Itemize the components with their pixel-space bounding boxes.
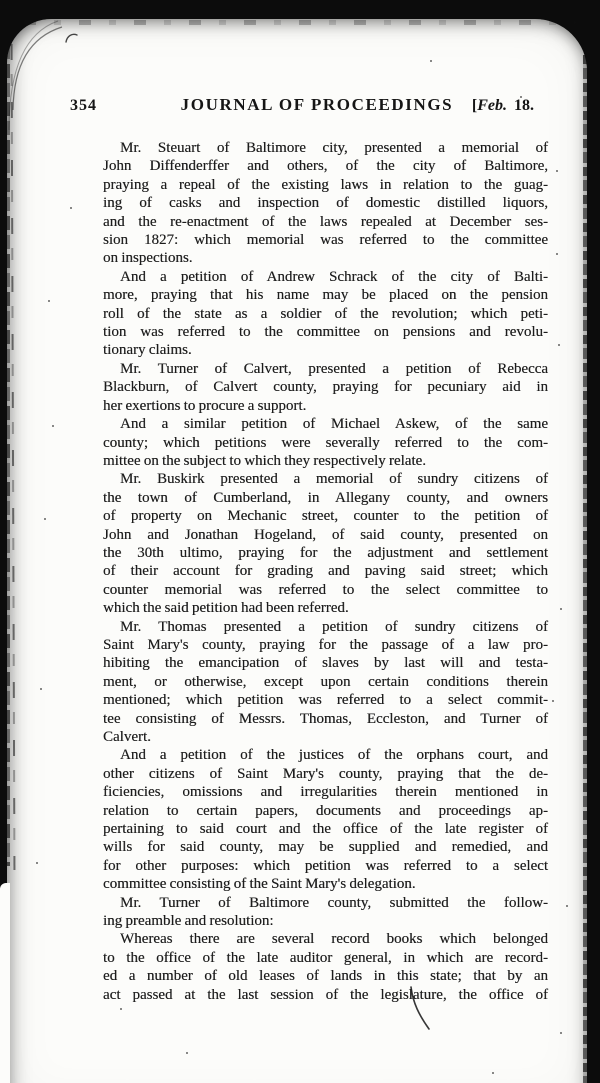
text-line: county; which petitions were severally referred to the com- (103, 434, 548, 451)
date-month: Feb. (477, 97, 507, 114)
torn-top-edge (24, 20, 576, 25)
text-line: Saint Mary's county, praying for the passage of a law pro- (103, 636, 548, 653)
text-line: Mr. Turner of Calvert, presented a petition of Rebecca (120, 360, 548, 377)
text-line: which the said petition had been referred. (103, 600, 349, 617)
text-line: John Diffenderffer and others, of the city of Baltimore, (103, 158, 548, 175)
paragraph (103, 139, 548, 268)
bottom-left-paper-edge (0, 883, 10, 1083)
text-line: roll of the state as a soldier of the revolution; which peti- (103, 305, 548, 322)
text-line: more, praying that his name may be placed on the pension (103, 287, 548, 304)
text-line: mentioned; which petition was referred to a select commit- (103, 692, 548, 709)
text-line: tionary claims. (103, 342, 192, 359)
paragraph (103, 360, 548, 415)
date-bracket: [ (471, 97, 478, 114)
text-line: Mr. Thomas presented a petition of sundry citizens of (120, 618, 548, 635)
text-line: Blackburn, of Calvert county, praying for pecuniary aid in (103, 379, 548, 396)
text-line: mittee on the subject to which they respectively relate. (103, 452, 426, 469)
scan-speckles (0, 0, 2, 2)
text-line: the 30th ultimo, praying for the adjustment and settlement (103, 544, 548, 561)
text-line: counter memorial was referred to the select committee to (103, 581, 548, 598)
paragraph (103, 746, 548, 893)
text-line: Calvert. (103, 729, 151, 745)
scan-left-edge-noise (4, 26, 10, 866)
text-line: tion was referred to the committee on pensions and revolu- (103, 324, 548, 341)
running-header (70, 95, 548, 116)
paragraph (103, 415, 548, 470)
text-line: act passed at the last session of the legislature, the office of (103, 986, 548, 1003)
text-line: ing of casks and inspection of domestic distilled liquors, (103, 195, 548, 212)
text-line: her exertions to procure a support. (103, 397, 307, 414)
page-number: 354 (70, 97, 97, 114)
text-line: And a petition of the justices of the orphans court, and (120, 747, 548, 764)
paragraph (103, 268, 548, 360)
paragraph (103, 618, 548, 747)
text-line: praying a repeal of the existing laws in relation to the guag- (103, 176, 548, 193)
text-line: And a petition of Andrew Schrack of the city of Balti- (120, 268, 548, 285)
text-line: tee consisting of Messrs. Thomas, Eccleston, and Turner of (103, 710, 548, 727)
scan-right-edge-noise (583, 55, 590, 1083)
date-heading (472, 96, 534, 116)
text-line: Mr. Turner of Baltimore county, submitted the follow- (120, 894, 548, 911)
text-line: wills for said county, may be supplied and remedied, and (103, 839, 548, 856)
page-content (70, 95, 548, 1004)
text-line: other citizens of Saint Mary's county, praying that the de- (103, 765, 548, 782)
text-line: for other purposes: which petition was referred to a select (103, 857, 548, 874)
date-day: 18. (514, 97, 534, 114)
text-line: and the re-enactment of the laws repealed at December ses- (103, 213, 548, 230)
paragraph (103, 930, 548, 1004)
text-line: of property on Mechanic street, counter to the petition of (103, 508, 548, 525)
text-line: And a similar petition of Michael Askew, of the same (120, 416, 548, 433)
journal-title: JOURNAL OF PROCEEDINGS (180, 95, 454, 114)
text-line: sion 1827: which memorial was referred to the committee (103, 232, 548, 249)
text-line: ed a number of old leases of lands in this state; that by an (103, 968, 548, 985)
paragraph (103, 894, 548, 931)
text-line: relation to certain papers, documents and proceedings ap- (103, 802, 548, 819)
text-line: pertaining to said court and the office of the late register of (103, 821, 548, 838)
text-line: ing preamble and resolution: (103, 913, 274, 930)
text-line: on inspections. (103, 250, 193, 267)
text-line: committee consisting of the Saint Mary's delegation. (103, 876, 416, 893)
paragraph (103, 470, 548, 617)
text-line: Mr. Steuart of Baltimore city, presented a memorial of (120, 140, 548, 156)
text-line: of their account for grading and paving said street; which (103, 563, 548, 580)
text-line: hibiting the emancipation of slaves by last will and testa- (103, 655, 548, 672)
text-line: John and Jonathan Hogeland, of said county, presented on (103, 526, 548, 543)
text-line: Mr. Buskirk presented a memorial of sundry citizens of (120, 471, 548, 488)
page-body (103, 139, 548, 1004)
text-line: to the office of the late auditor general, in which are record- (103, 949, 548, 966)
text-line: ficiencies, omissions and irregularities therein mentioned in (103, 784, 548, 801)
text-line: ment, or otherwise, except upon certain conditions therein (103, 673, 548, 690)
text-line: the town of Cumberland, in Allegany county, and owners (103, 489, 548, 506)
text-line: Whereas there are several record books which belonged (120, 931, 548, 948)
